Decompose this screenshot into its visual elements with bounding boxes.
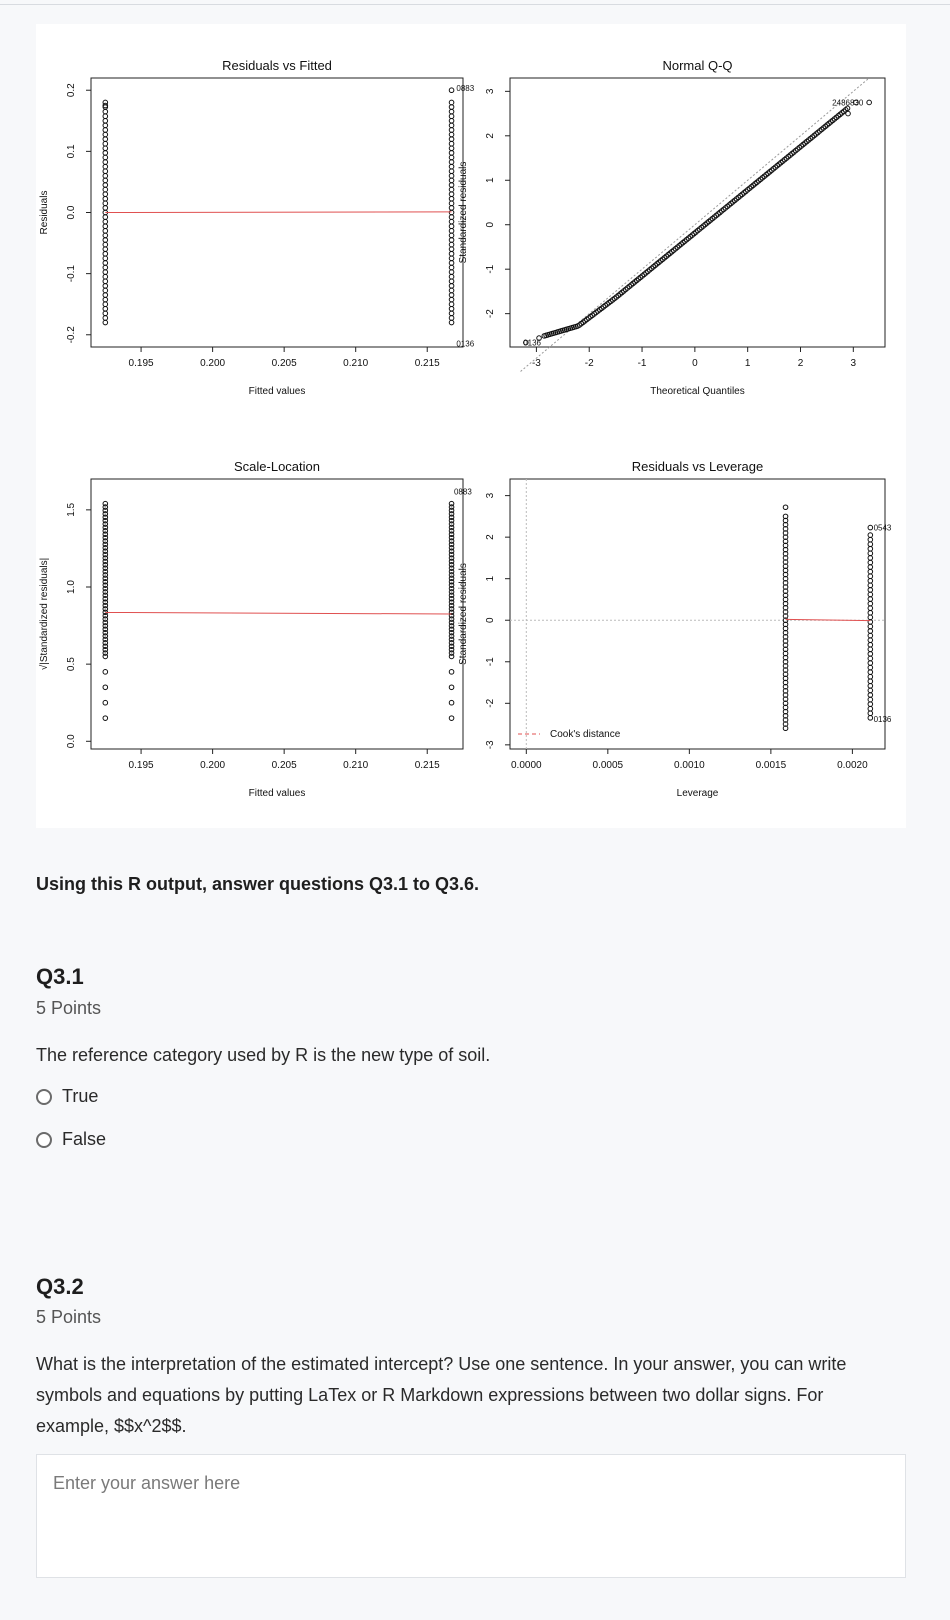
plot3-smooth-line [105, 612, 451, 614]
plot4-point [868, 542, 873, 547]
plot3-point [449, 716, 454, 721]
plot1-point [103, 297, 108, 302]
plot1-point [103, 256, 108, 261]
plot1-point [103, 219, 108, 224]
plot1-title: Residuals vs Fitted [222, 58, 332, 73]
plot1-point [449, 302, 454, 307]
plot3-title: Scale-Location [234, 459, 320, 474]
plot4-point [868, 525, 873, 530]
answer-input[interactable] [36, 1454, 906, 1578]
plot4-point [868, 665, 873, 670]
plot1-point [103, 233, 108, 238]
plot1-point [449, 219, 454, 224]
plot2-xtick-label: -1 [637, 358, 647, 369]
plot1-point [449, 247, 454, 252]
plot4-point [868, 592, 873, 597]
plot4-point-label: 0543 [873, 523, 892, 533]
plot3-xlabel: Fitted values [248, 788, 306, 799]
plot1-ytick-label: 0.0 [66, 205, 77, 220]
plot2-xtick-label: 2 [797, 358, 804, 369]
plot4-ylabel: Standardized residuals [458, 563, 469, 665]
plot3-xtick-label: 0.215 [414, 760, 440, 771]
r-diagnostic-plots [36, 24, 906, 828]
plot1-point [103, 141, 108, 146]
plot1-point [103, 118, 108, 123]
plot1-point [449, 201, 454, 206]
plot1-point [449, 151, 454, 156]
plot4-point [868, 656, 873, 661]
plot2-point [867, 100, 872, 105]
plot1-point [103, 201, 108, 206]
plot4-point [868, 697, 873, 702]
plot4-point [868, 684, 873, 689]
plot3-point [103, 716, 108, 721]
plot1-point [103, 109, 108, 114]
plot4-point [868, 537, 873, 542]
plot1-point [449, 279, 454, 284]
plot4-xtick-label: 0.0000 [511, 760, 542, 771]
question-q3-2-text: What is the interpretation of the estimated intercept? Use one sentence. In your answer, you can write symbols and equations by putting LaTex or R Markdown expressions between two dollar signs. For example, $$x^2$$. [36, 1354, 847, 1436]
plot2-ylabel: Standardized residuals [458, 161, 469, 264]
plot1-point [103, 320, 108, 325]
plot4-point [868, 606, 873, 611]
plot3-point [103, 685, 108, 690]
plot1-point [103, 174, 108, 179]
plot4-ytick-label: 0 [485, 617, 496, 624]
plot4-point [868, 711, 873, 716]
plot1-point [103, 279, 108, 284]
plot1-point [449, 288, 454, 293]
plot2-frame [510, 78, 885, 347]
plot4-point [868, 661, 873, 666]
question-q3-2-label: Q3.2 [36, 1274, 84, 1299]
plot1-point [449, 265, 454, 270]
plot3-xtick-label: 0.195 [128, 760, 154, 771]
plot1-smooth-line [105, 212, 451, 213]
plot1-ytick-label: 0.2 [66, 83, 77, 98]
plot4-point [868, 716, 873, 721]
plot1-point-label: 0883 [456, 84, 475, 94]
plot1-point [449, 169, 454, 174]
plot1-point [449, 270, 454, 275]
plot4-point [868, 633, 873, 638]
plot4-point [868, 610, 873, 615]
plot1-xtick-label: 0.210 [343, 358, 369, 369]
plot1-point [103, 293, 108, 298]
plot1-point [103, 316, 108, 321]
plot4-point [783, 505, 788, 510]
plot1-point [103, 114, 108, 119]
plot3-point [449, 501, 454, 506]
plot4-point [868, 674, 873, 679]
plot1-xtick-label: 0.205 [271, 358, 297, 369]
plot4-point [868, 560, 873, 565]
plot1-point [449, 215, 454, 220]
plot4-point [868, 624, 873, 629]
plot4-xtick-label: 0.0020 [837, 760, 868, 771]
radio-true[interactable] [36, 1089, 52, 1105]
plot1-point-label: 0136 [456, 339, 475, 349]
plot2-point [846, 111, 851, 116]
plot4-frame [510, 479, 885, 749]
section-intro: Using this R output, answer questions Q3.1 to Q3.6. [36, 874, 480, 894]
plot4-xtick-label: 0.0010 [674, 760, 705, 771]
plot1-point [449, 132, 454, 137]
plot1-point [449, 284, 454, 289]
plot1-point [449, 206, 454, 211]
plot4-point [868, 556, 873, 561]
plot2-point-label: 0136 [523, 338, 542, 348]
plot3-ytick-label: 1.5 [66, 502, 77, 517]
plot1-point [103, 178, 108, 183]
plot3-point [449, 685, 454, 690]
plot4-point [868, 583, 873, 588]
plot1-point [449, 141, 454, 146]
plot1-point [449, 183, 454, 188]
plot4-ytick-label: -1 [485, 657, 496, 667]
plot1-point [103, 242, 108, 247]
plot2-xtick-label: -3 [531, 358, 541, 369]
plot1-point [103, 151, 108, 156]
plot4-point [868, 533, 873, 538]
diagnostic-plots-svg [36, 24, 906, 828]
plot1-point [449, 316, 454, 321]
plot1-point [103, 164, 108, 169]
plot1-point [449, 118, 454, 123]
plot4-point [868, 588, 873, 593]
plot4-point [868, 569, 873, 574]
plot1-point [103, 192, 108, 197]
option-true-label: True [62, 1086, 99, 1106]
plot1-point [449, 146, 454, 151]
plot1-point [103, 187, 108, 192]
plot1-point [449, 311, 454, 316]
plot1-point [449, 229, 454, 234]
plot1-point [103, 288, 108, 293]
plot1-point [449, 88, 454, 93]
plot2-xtick-label: 1 [744, 358, 751, 369]
plot1-point [449, 160, 454, 165]
question-q3-1-text: The reference category used by R is the new type of soil. [36, 1045, 491, 1065]
plot4-point [868, 642, 873, 647]
plot1-point [449, 210, 454, 215]
plot2-xlabel: Theoretical Quantiles [650, 386, 745, 397]
plot1-point [449, 192, 454, 197]
plot4-point [868, 629, 873, 634]
option-false-label: False [62, 1129, 107, 1149]
plot1-point [449, 114, 454, 119]
plot3-ytick-label: 1.0 [66, 580, 77, 594]
plot1-xtick-label: 0.215 [414, 358, 440, 369]
plot2-ytick-label: 0 [485, 221, 496, 228]
plot1-point [103, 274, 108, 279]
plot4-point [868, 546, 873, 551]
plot1-xlabel: Fitted values [248, 386, 306, 397]
plot1-xtick-label: 0.195 [128, 358, 154, 369]
plot4-title: Residuals vs Leverage [631, 459, 764, 474]
plot4-ytick-label: 3 [485, 492, 496, 499]
option-true[interactable] [36, 1086, 98, 1107]
plot3-point [103, 670, 108, 675]
plot2-point-label: 2486830 [832, 98, 864, 108]
plot1-point [449, 196, 454, 201]
plot2-ytick-label: 1 [485, 177, 496, 184]
plot1-point [103, 128, 108, 133]
plot2-xtick-label: 0 [692, 358, 698, 369]
plot1-point [103, 251, 108, 256]
plot3-xtick-label: 0.205 [271, 760, 297, 771]
plot1-point [103, 183, 108, 188]
plot4-xtick-label: 0.0015 [755, 760, 787, 771]
question-q3-2-points: 5 Points [36, 1307, 102, 1327]
plot4-xlabel: Leverage [676, 788, 719, 799]
plot4-point [868, 597, 873, 602]
plot4-legend-label: Cook's distance [550, 729, 621, 740]
plot1-point [449, 251, 454, 256]
plot4-ytick-label: 1 [485, 575, 496, 582]
radio-false[interactable] [36, 1132, 52, 1148]
plot4-ytick-label: -2 [485, 698, 496, 708]
plot4-point [868, 565, 873, 570]
plot1-ytick-label: 0.1 [66, 144, 78, 159]
plot1-point [449, 105, 454, 110]
plot1-point [103, 196, 108, 201]
plot1-ylabel: Residuals [39, 190, 50, 235]
plot4-point [868, 670, 873, 675]
plot1-point [449, 174, 454, 179]
plot4-point [868, 574, 873, 579]
plot1-point [449, 233, 454, 238]
plot1-point [103, 137, 108, 142]
plot1-point [449, 274, 454, 279]
plot4-ytick-label: -3 [485, 740, 496, 750]
question-q3-1-label: Q3.1 [36, 964, 84, 989]
plot1-point [449, 238, 454, 243]
plot4-point [868, 702, 873, 707]
plot4-point [868, 615, 873, 620]
plot4-point [868, 578, 873, 583]
plot1-point [449, 109, 454, 114]
plot1-point [449, 306, 454, 311]
plot1-point [103, 155, 108, 160]
plot2-xtick-label: 3 [850, 358, 857, 369]
plot3-point [449, 670, 454, 675]
plot1-point [103, 261, 108, 266]
plot1-point [103, 284, 108, 289]
plot1-point [449, 155, 454, 160]
plot2-ytick-label: -2 [485, 309, 496, 319]
plot1-point [103, 215, 108, 220]
option-false[interactable] [36, 1129, 106, 1150]
plot1-point [449, 123, 454, 128]
plot3-point [103, 700, 108, 705]
plot4-xtick-label: 0.0005 [592, 760, 624, 771]
plot2-ytick-label: 2 [485, 133, 496, 139]
plot3-ylabel: √|Standardized residuals| [39, 557, 50, 671]
plot1-point [449, 164, 454, 169]
plot4-point [868, 706, 873, 711]
plot1-point [103, 270, 108, 275]
plot1-ytick-label: -0.1 [66, 265, 77, 283]
plot1-point [103, 247, 108, 252]
plot1-point [449, 224, 454, 229]
top-divider [0, 4, 950, 5]
plot4-point [868, 688, 873, 693]
plot4-point-label: 0136 [873, 715, 892, 725]
question-q3-1-points: 5 Points [36, 998, 102, 1018]
plot4-point [868, 652, 873, 657]
plot1-point [103, 265, 108, 270]
plot4-ytick-label: 2 [485, 534, 496, 540]
plot1-point [103, 169, 108, 174]
plot3-point [449, 700, 454, 705]
plot1-point [103, 229, 108, 234]
plot1-point [103, 224, 108, 229]
plot4-point [868, 551, 873, 556]
plot2-title: Normal Q-Q [662, 58, 733, 73]
plot1-point [103, 306, 108, 311]
plot1-point [449, 178, 454, 183]
plot1-point [103, 123, 108, 128]
plot1-point [449, 187, 454, 192]
plot4-point [868, 647, 873, 652]
plot3-ytick-label: 0.0 [66, 734, 77, 749]
plot1-point [449, 128, 454, 133]
plot1-point [103, 132, 108, 137]
plot3-xtick-label: 0.210 [343, 760, 369, 771]
plot4-point [868, 693, 873, 698]
plot1-point [449, 256, 454, 261]
plot1-point [103, 206, 108, 211]
plot1-point [449, 297, 454, 302]
plot1-point [449, 261, 454, 266]
plot3-xtick-label: 0.200 [200, 760, 226, 771]
plot2-ytick-label: -1 [485, 264, 496, 274]
plot1-xtick-label: 0.200 [200, 358, 226, 369]
plot1-point [449, 137, 454, 142]
plot1-point [449, 320, 454, 325]
plot3-point [103, 501, 108, 506]
plot1-point [103, 160, 108, 165]
plot1-point [449, 100, 454, 105]
plot4-point [868, 638, 873, 643]
plot1-point [449, 242, 454, 247]
plot1-point [103, 238, 108, 243]
plot1-ytick-label: -0.2 [66, 326, 77, 344]
plot4-point [868, 679, 873, 684]
plot3-point-label: 0883 [453, 487, 472, 497]
plot3-ytick-label: 0.5 [66, 657, 77, 672]
plot1-point [103, 146, 108, 151]
plot2-ytick-label: 3 [485, 88, 496, 95]
plot4-point [868, 601, 873, 606]
plot2-xtick-label: -2 [584, 358, 594, 369]
plot1-point [449, 293, 454, 298]
plot1-point [103, 302, 108, 307]
plot1-point [103, 311, 108, 316]
